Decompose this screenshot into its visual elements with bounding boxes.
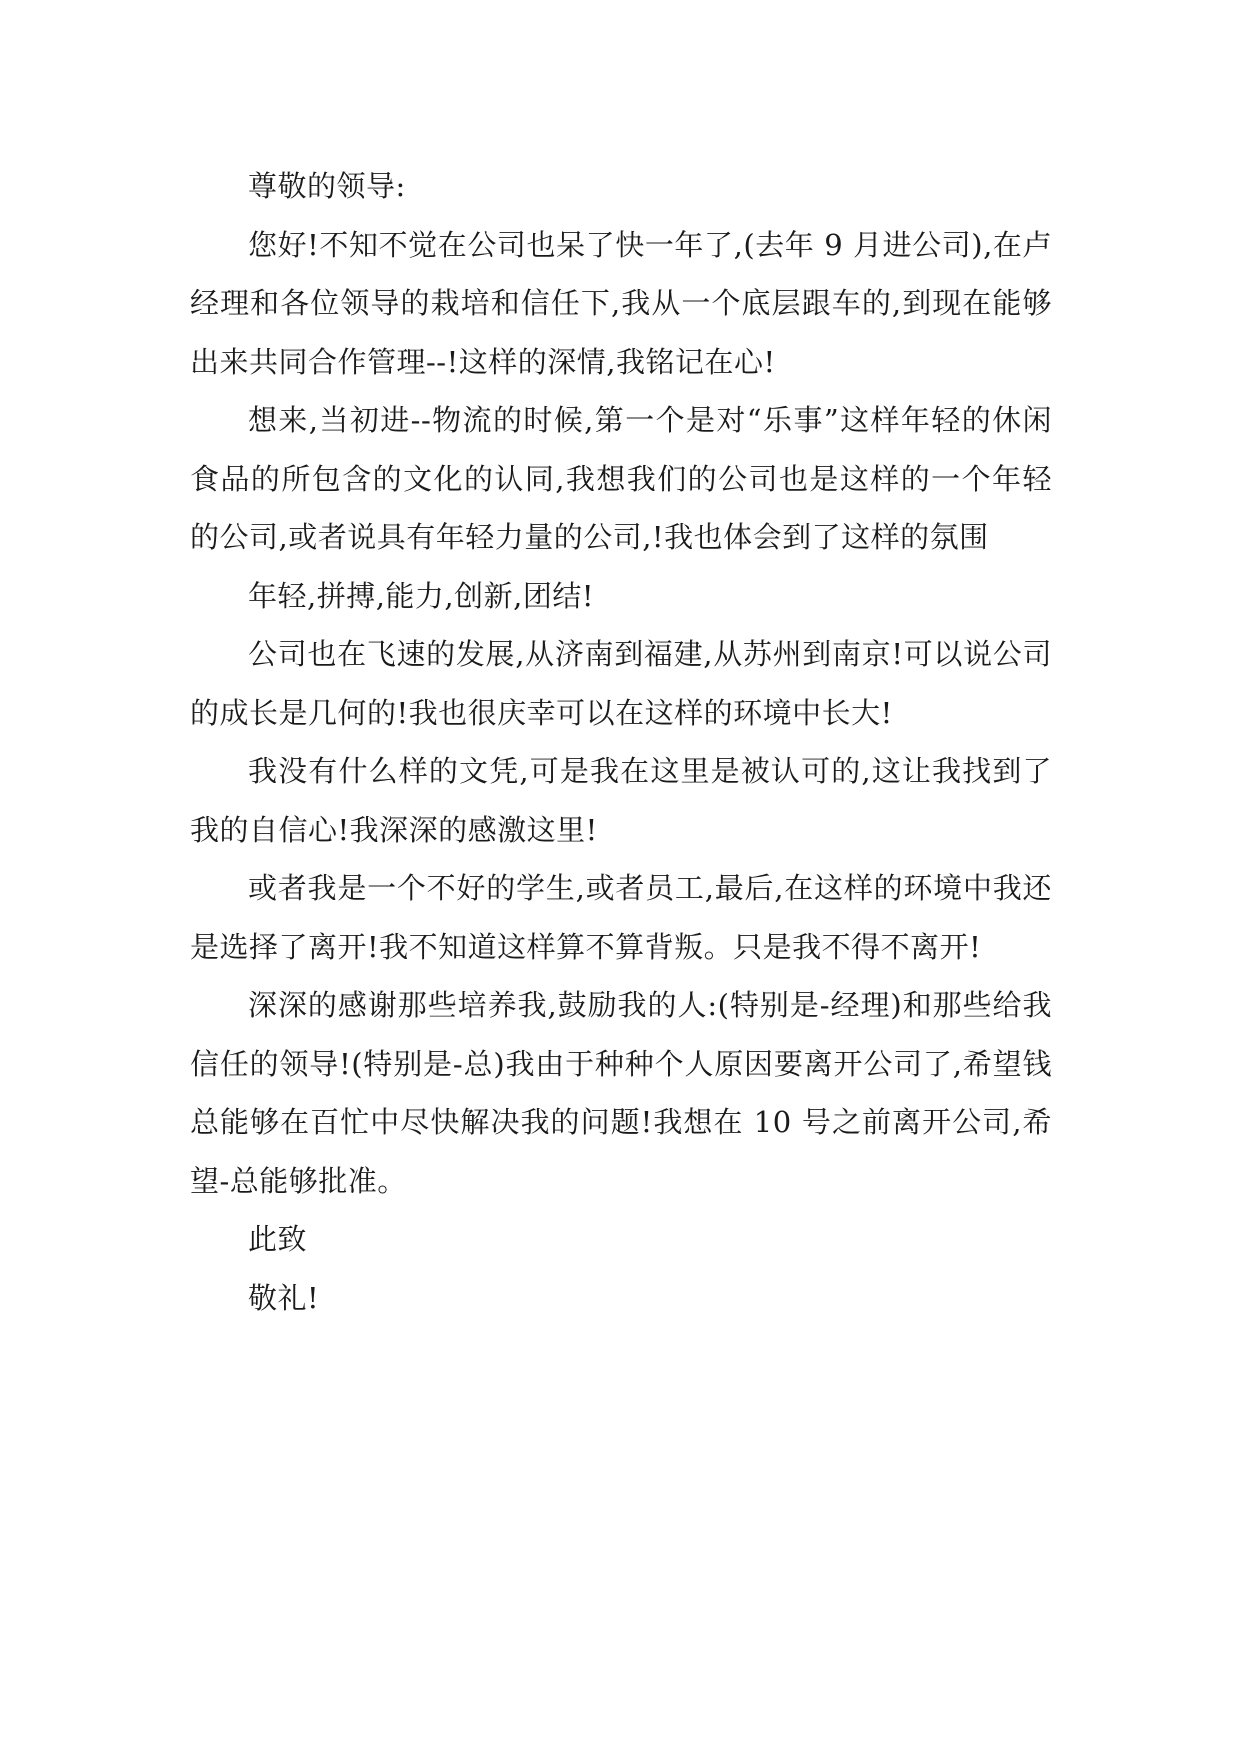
salutation: 尊敬的领导: (248, 169, 406, 203)
paragraph: 深深的感谢那些培养我,鼓励我的人:(特别是-经理)和那些给我信任的领导!(特别是-总)我由于种种个人原因要离开公司了,希望钱总能够在百忙中尽快解决我的问题!我想在 10 号之前离开公司,希望-总能够批准。 (190, 988, 1052, 1198)
paragraph: 年轻,拼搏,能力,创新,团结! (248, 578, 595, 613)
letter-body (190, 157, 1052, 1327)
paragraph: 我没有什么样的文凭,可是我在这里是被认可的,这让我找到了我的自信心!我深深的感激这里! (190, 754, 1052, 847)
paragraph: 公司也在飞速的发展,从济南到福建,从苏州到南京!可以说公司的成长是几何的!我也很庆幸可以在这样的环境中长大! (190, 637, 1052, 730)
closing-line: 此致 (248, 1222, 308, 1256)
closing-line: 敬礼! (248, 1280, 320, 1315)
paragraph: 想来,当初进--物流的时候,第一个是对“乐事”这样年轻的休闲食品的所包含的文化的认同,我想我们的公司也是这样的一个年轻的公司,或者说具有年轻力量的公司,!我也体会到了这样的氛围 (190, 403, 1052, 554)
paragraph: 或者我是一个不好的学生,或者员工,最后,在这样的环境中我还是选择了离开!我不知道这样算不算背叛。只是我不得不离开! (190, 871, 1052, 964)
paragraph: 您好!不知不觉在公司也呆了快一年了,(去年 9 月进公司),在卢经理和各位领导的栽培和信任下,我从一个底层跟车的,到现在能够出来共同合作管理--!这样的深情,我铭记在心! (190, 227, 1052, 379)
